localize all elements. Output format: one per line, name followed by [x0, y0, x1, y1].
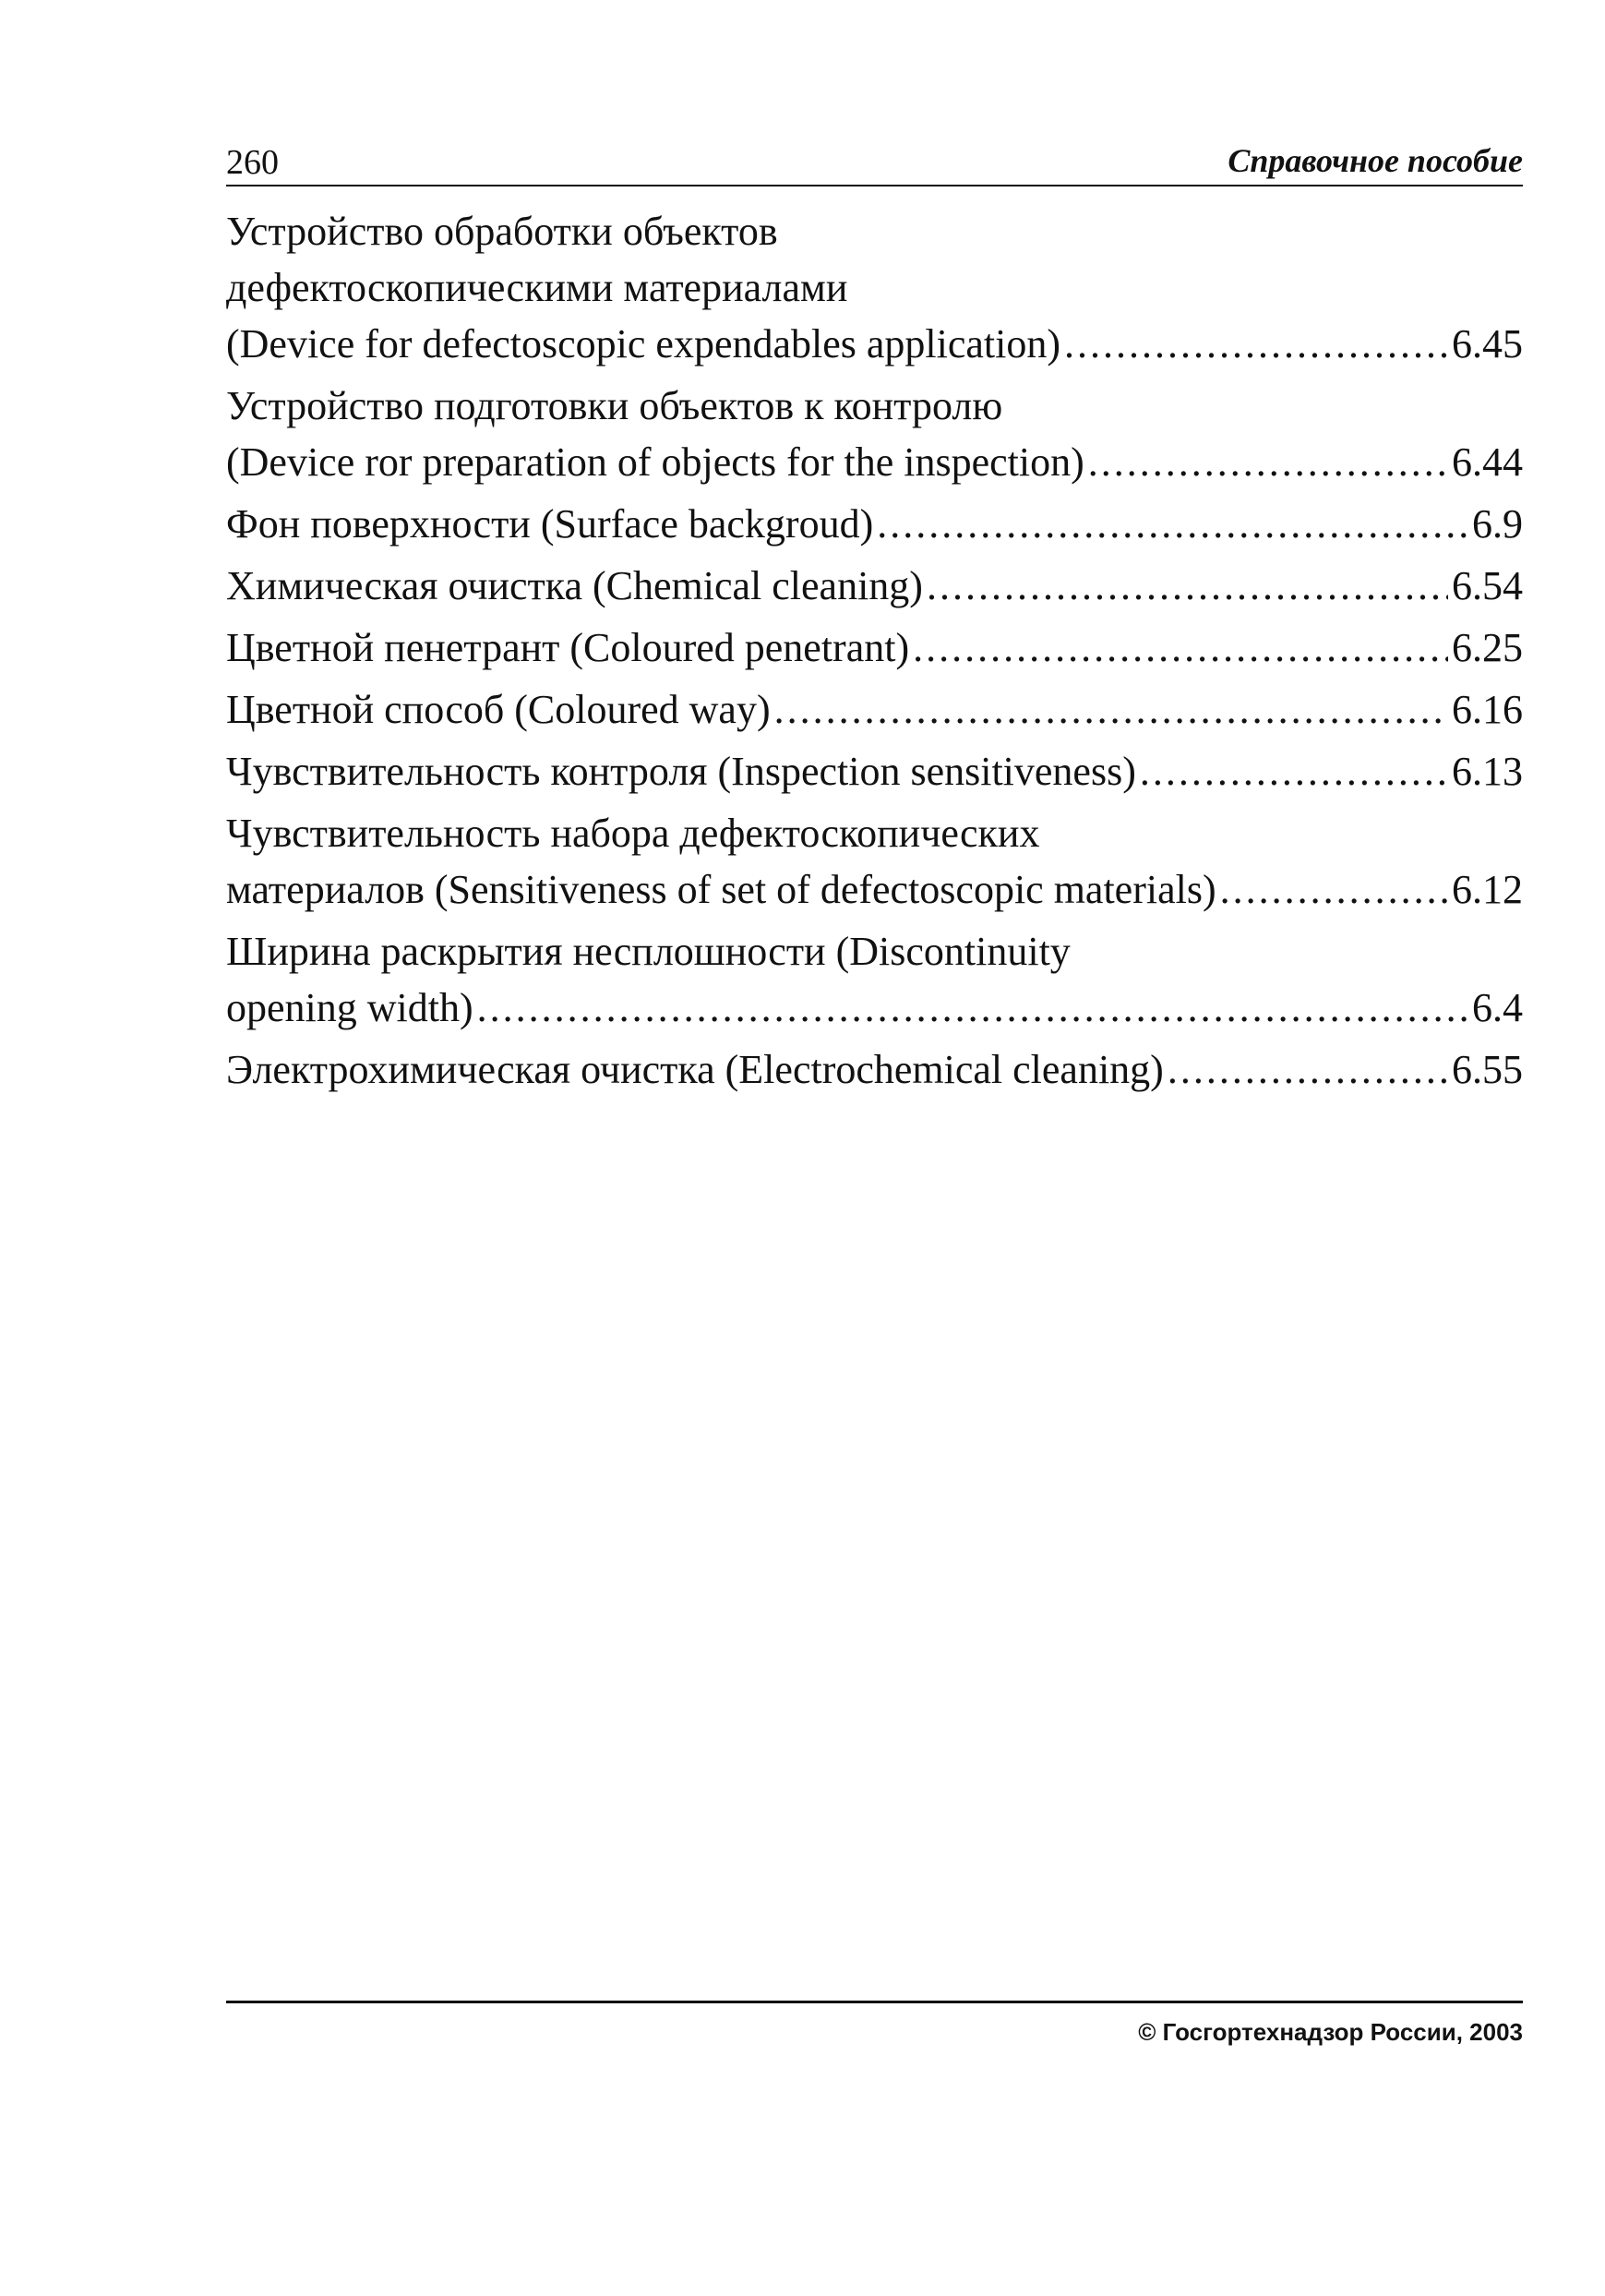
index-entry-term: Цветной способ (Coloured way)	[226, 687, 771, 732]
index-entry	[226, 681, 1523, 738]
running-header-title: Справочное пособие	[1228, 142, 1523, 179]
index-entry-reference: 6.55	[1452, 1047, 1523, 1092]
index-entry-term: Химическая очистка (Chemical cleaning)	[226, 563, 923, 608]
index-entry	[226, 558, 1523, 614]
index-entry-text-line: Ширина раскрытия несплошности (Discontinuity	[226, 929, 1071, 974]
index-entry-last-line	[226, 496, 1523, 552]
index-entry-text-line: Устройство обработки объектов	[226, 209, 778, 254]
dot-leader	[1088, 434, 1448, 490]
index-entry-text-line: Чувствительность набора дефектоскопических	[226, 811, 1040, 856]
index-entry	[226, 1041, 1523, 1098]
dot-leader	[927, 558, 1448, 614]
index-entry-last-line	[226, 434, 1523, 490]
dot-leader	[1140, 743, 1448, 799]
index-entry-last-line	[226, 681, 1523, 738]
dot-leader	[913, 619, 1448, 676]
document-page	[226, 0, 1523, 2296]
index-entry-reference: 6.44	[1452, 439, 1523, 485]
index-entry-term: Чувствительность контроля (Inspection sensitiveness)	[226, 749, 1136, 794]
index-entry-text-line: дефектоскопическими материалами	[226, 265, 848, 310]
index-entry-text-line: Устройство подготовки объектов к контролю	[226, 383, 1003, 428]
index-entry-last-line	[226, 558, 1523, 614]
index-entry-reference: 6.54	[1452, 563, 1523, 608]
index-entry-reference: 6.16	[1452, 687, 1523, 732]
index-entry-term: материалов (Sensitiveness of set of defectoscopic materials)	[226, 867, 1216, 912]
index-entry	[226, 923, 1523, 1036]
index-entry-term: opening width)	[226, 985, 473, 1030]
index-entry	[226, 805, 1523, 918]
page-number: 260	[226, 143, 279, 182]
index-entry	[226, 496, 1523, 552]
index-entry-last-line	[226, 1041, 1523, 1098]
index-entry-term: Электрохимическая очистка (Electrochemical cleaning)	[226, 1047, 1164, 1092]
index-entry-reference: 6.45	[1452, 321, 1523, 367]
index-entry	[226, 203, 1523, 372]
index-entry-term: Цветной пенетрант (Coloured penetrant)	[226, 625, 910, 670]
index-entry-reference: 6.4	[1472, 985, 1523, 1030]
index-entry-term: (Device for defectoscopic expendables application)	[226, 321, 1061, 367]
index-entry-last-line	[226, 316, 1523, 372]
running-header	[226, 138, 1523, 186]
index-list	[226, 203, 1523, 1103]
copyright-notice: © Госгортехнадзор России, 2003	[1138, 2018, 1523, 2046]
dot-leader	[477, 980, 1468, 1036]
index-entry-last-line	[226, 619, 1523, 676]
index-entry-last-line	[226, 861, 1523, 918]
index-entry-reference: 6.25	[1452, 625, 1523, 670]
index-entry-term: (Device ror preparation of objects for the inspection)	[226, 439, 1084, 485]
index-entry-last-line	[226, 743, 1523, 799]
index-entry	[226, 743, 1523, 799]
index-entry	[226, 619, 1523, 676]
dot-leader	[1168, 1041, 1448, 1098]
index-entry-term: Фон поверхности (Surface backgroud)	[226, 501, 874, 547]
index-entry-reference: 6.13	[1452, 749, 1523, 794]
index-entry-reference: 6.12	[1452, 867, 1523, 912]
index-entry-last-line	[226, 980, 1523, 1036]
index-entry-reference: 6.9	[1472, 501, 1523, 547]
dot-leader	[774, 681, 1448, 738]
index-entry	[226, 378, 1523, 490]
footer-rule	[226, 2001, 1523, 2003]
dot-leader	[1064, 316, 1448, 372]
dot-leader	[1220, 861, 1448, 918]
dot-leader	[877, 496, 1468, 552]
